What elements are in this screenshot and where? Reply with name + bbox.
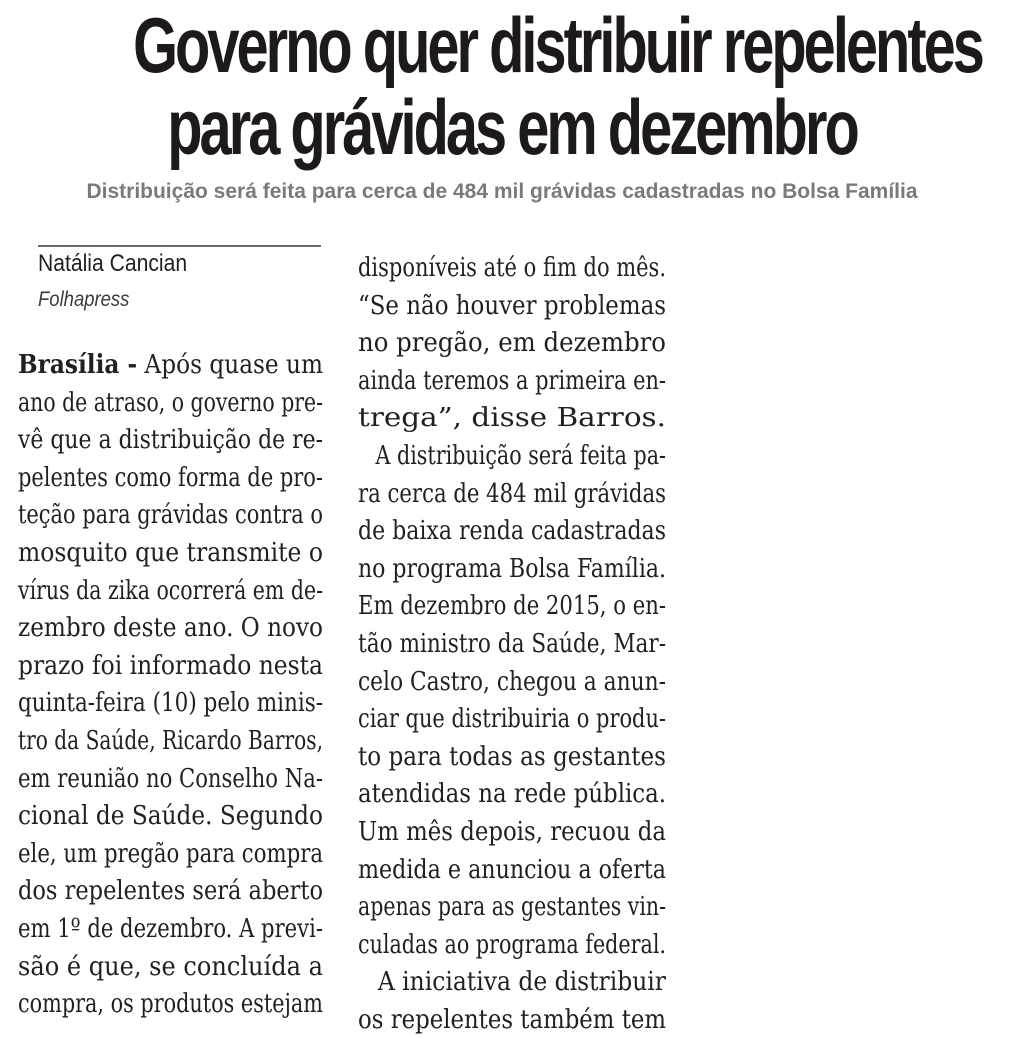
- column-line-text: Após quase um: [144, 350, 323, 380]
- byline-divider: [38, 245, 321, 247]
- column-line: ra cerca de 484 mil grávidas: [358, 478, 666, 509]
- column-line: “Se não houver problemas: [358, 290, 666, 321]
- column-line: atendidas na rede pública.: [358, 779, 666, 810]
- article-column-1: [18, 347, 412, 1024]
- article-column-2: [358, 250, 749, 1039]
- column-line: A distribuição será feita pa-: [375, 440, 666, 471]
- subheadline: Distribuição será feita para cerca de 484 mil grávidas cadastradas no Bolsa Família: [86, 180, 918, 203]
- dateline: Brasília -: [18, 350, 138, 380]
- column-line: zembro deste ano. O novo: [18, 613, 323, 644]
- column-line: de baixa renda cadastradas: [358, 516, 666, 547]
- column-line: Em dezembro de 2015, o en-: [358, 591, 666, 622]
- column-line: medida e anunciou a oferta: [358, 854, 666, 885]
- column-line: apenas para as gestantes vin-: [358, 892, 666, 923]
- headline-line-2: para grávidas em dezembro: [167, 83, 857, 171]
- column-line: prazo foi informado nesta: [18, 650, 323, 681]
- column-line: dos repelentes será aberto: [18, 876, 323, 907]
- column-line: ciar que distribuiria o produ-: [358, 704, 666, 735]
- column-line: teção para grávidas contra o: [18, 500, 323, 531]
- column-line: ele, um pregão para compra: [18, 838, 323, 869]
- column-line: no pregão, em dezembro: [358, 328, 666, 359]
- column-line: cional de Saúde. Segundo: [18, 801, 323, 832]
- column-line: disponíveis até o fim do mês.: [358, 253, 666, 283]
- column-line: os repelentes também tem: [358, 1004, 666, 1035]
- column-line: quinta-feira (10) pelo minis-: [18, 688, 323, 719]
- column-line: em reunião no Conselho Na-: [18, 763, 323, 794]
- column-line: culadas ao programa federal.: [358, 929, 666, 960]
- column-line: ainda teremos a primeira en-: [358, 365, 666, 396]
- column-line: no programa Bolsa Família.: [358, 553, 666, 584]
- column-line: Um mês depois, recuou da: [358, 816, 666, 847]
- column-line: celo Castro, chegou a anun-: [358, 666, 666, 697]
- column-line: tro da Saúde, Ricardo Barros,: [18, 725, 323, 756]
- headline: [133, 1, 982, 171]
- column-line: mosquito que transmite o: [18, 537, 323, 568]
- column-line: em 1º de dezembro. A previ-: [18, 913, 323, 944]
- column-line: trega”, disse Barros.: [358, 403, 666, 434]
- column-line: vê que a distribuição de re-: [18, 425, 323, 456]
- column-line: ano de atraso, o governo pre-: [18, 387, 323, 418]
- news-agency: Folhapress: [38, 288, 130, 311]
- column-line: tão ministro da Saúde, Mar-: [358, 628, 666, 659]
- author-name: Natália Cancian: [38, 250, 188, 277]
- column-line: [18, 347, 369, 385]
- column-line: vírus da zika ocorrerá em de-: [18, 575, 323, 606]
- column-line: são é que, se concluída a: [18, 951, 323, 982]
- column-line: compra, os produtos estejam: [18, 989, 323, 1020]
- column-line: pelentes como forma de pro-: [18, 462, 323, 493]
- headline-line-1: Governo quer distribuir repelentes: [133, 1, 982, 89]
- column-line: A iniciativa de distribuir: [377, 967, 666, 998]
- column-line: to para todas as gestantes: [358, 741, 666, 772]
